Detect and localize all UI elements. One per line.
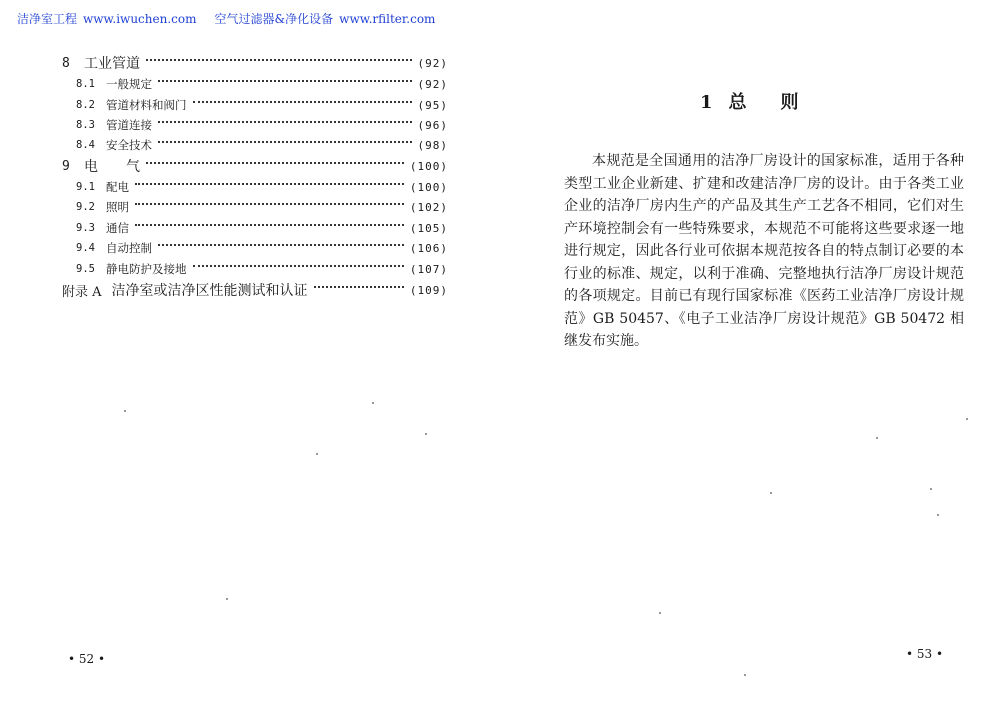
chapter-heading — [700, 88, 801, 114]
toc-number: 9 — [62, 158, 70, 174]
site2-url[interactable]: www.rfilter.com — [339, 12, 436, 26]
toc-leader — [314, 286, 404, 288]
toc-number: 9.3 — [76, 222, 95, 234]
toc-entry-9[interactable] — [62, 156, 448, 176]
toc-entry-8-2[interactable] — [76, 95, 448, 115]
toc-title: 洁净室或洁净区性能测试和认证 — [111, 283, 308, 299]
toc-page: (95) — [417, 98, 448, 112]
body-paragraph: 本规范是全国通用的洁净厂房设计的国家标准，适用于各种类型工业企业新建、扩建和改建洁净厂房的设计。由于各类工业企业的洁净厂房内生产的产品及其生产工艺各不相同，它们对生产环境控制会有一些特殊要求，本规范不可能将这些要求逐一地进行规定，因此各行业可依据本规范按各自的特点制订必要的本行业的标准、规定，以利于准确、完整地执行洁净厂房设计规范的各项规定。目前已有现行国家标准《医药工业洁净厂房设计规范》GB 50457、《电子工业洁净厂房设计规范》GB 50472 相继发布实施。 — [564, 153, 964, 349]
toc-number: 9.5 — [76, 263, 95, 275]
toc-leader — [158, 80, 412, 82]
toc-number: 9.1 — [76, 181, 95, 193]
toc-number: 9.2 — [76, 201, 95, 213]
toc-title: 电 气 — [84, 159, 140, 175]
toc-entry-9-5[interactable] — [76, 259, 448, 279]
toc-title: 管道连接 — [106, 118, 152, 132]
toc-page: (100) — [409, 159, 448, 173]
scan-speck — [744, 674, 746, 676]
toc-title: 配电 — [106, 180, 129, 194]
toc-entry-9-2[interactable] — [76, 197, 448, 217]
toc-entry-appendix-a[interactable] — [62, 280, 448, 300]
page-number-right: • 53 • — [906, 647, 944, 661]
scan-speck — [930, 488, 932, 490]
toc-page: (100) — [409, 180, 448, 194]
toc-leader — [135, 224, 404, 226]
toc-title: 工业管道 — [84, 56, 140, 72]
scan-speck — [966, 418, 968, 420]
toc-title: 安全技术 — [106, 138, 152, 152]
toc-leader — [193, 101, 412, 103]
toc-leader — [135, 203, 404, 205]
scan-speck — [425, 433, 427, 435]
toc-title: 通信 — [106, 221, 129, 235]
toc-page: (107) — [409, 262, 448, 276]
toc-leader — [146, 59, 412, 61]
toc-page: (92) — [417, 56, 448, 70]
toc-number: 8.2 — [76, 99, 95, 111]
toc-page: (92) — [417, 77, 448, 91]
toc-entry-9-4[interactable] — [76, 238, 448, 258]
toc-page: (102) — [409, 200, 448, 214]
toc-title: 自动控制 — [106, 241, 152, 255]
toc-title: 管道材料和阀门 — [106, 98, 187, 112]
toc-leader — [158, 244, 404, 246]
toc-page: (98) — [417, 138, 448, 152]
toc-page: (109) — [409, 283, 448, 297]
chapter-title-char1: 总 — [728, 92, 749, 113]
site2-name: 空气过滤器&净化设备 — [214, 12, 334, 26]
toc-leader — [146, 162, 404, 164]
toc-entry-8[interactable] — [62, 53, 448, 73]
toc-number: 8.3 — [76, 119, 95, 131]
toc-leader — [135, 183, 404, 185]
toc-number: 附录 A — [62, 284, 102, 300]
toc-leader — [193, 265, 404, 267]
scan-speck — [226, 598, 228, 600]
scan-speck — [770, 492, 772, 494]
scan-speck — [124, 410, 126, 412]
chapter-title-char2: 则 — [780, 92, 801, 113]
scan-speck — [316, 453, 318, 455]
toc-number: 8 — [62, 55, 70, 71]
toc-page: (106) — [409, 241, 448, 255]
chapter-number: 1 — [700, 92, 715, 113]
watermark-header — [17, 10, 441, 27]
toc-number: 8.1 — [76, 78, 95, 90]
scan-speck — [659, 612, 661, 614]
toc-page: (96) — [417, 118, 448, 132]
toc-title: 静电防护及接地 — [106, 262, 187, 276]
page-number-left: • 52 • — [68, 652, 106, 666]
scan-speck — [372, 402, 374, 404]
toc-title: 照明 — [106, 200, 129, 214]
site1-name: 洁净室工程 — [17, 12, 78, 26]
toc-page: (105) — [409, 221, 448, 235]
scan-speck — [937, 514, 939, 516]
toc-entry-8-4[interactable] — [76, 135, 448, 155]
toc-title: 一般规定 — [106, 77, 152, 91]
toc-entry-9-1[interactable] — [76, 177, 448, 197]
toc-entry-9-3[interactable] — [76, 218, 448, 238]
toc-number: 8.4 — [76, 139, 95, 151]
toc-number: 9.4 — [76, 242, 95, 254]
toc-entry-8-3[interactable] — [76, 115, 448, 135]
toc-leader — [158, 121, 412, 123]
toc-entry-8-1[interactable] — [76, 74, 448, 94]
toc-leader — [158, 141, 412, 143]
scan-speck — [876, 437, 878, 439]
site1-url[interactable]: www.iwuchen.com — [83, 12, 197, 26]
